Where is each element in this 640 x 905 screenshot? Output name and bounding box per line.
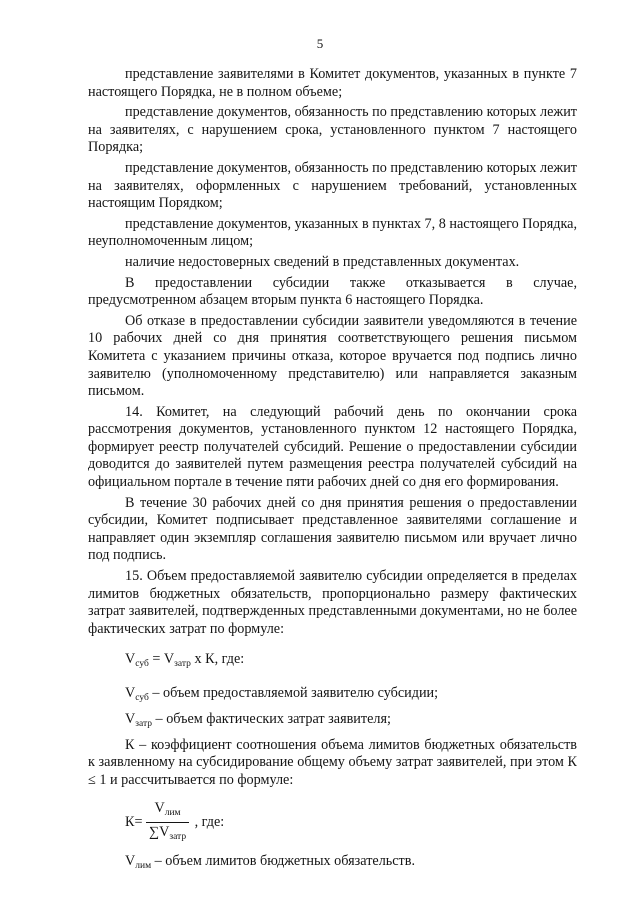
fraction: [146, 800, 188, 845]
definition-line: [88, 685, 577, 708]
formula-subscript: затр: [174, 659, 191, 670]
definition-line: [88, 711, 577, 734]
formula-symbol: V: [163, 651, 175, 668]
formula-subscript: суб: [135, 659, 149, 670]
def-subscript: суб: [135, 693, 149, 704]
def-subscript: лим: [135, 861, 152, 872]
def-subscript: затр: [135, 719, 152, 729]
paragraph: В предоставлении субсидии также отказывается в случае, предусмотренном абзацем вторым пункта 6 настоящего Порядка.: [88, 274, 577, 309]
fraction-denominator: [149, 823, 186, 845]
paragraph: Об отказе в предоставлении субсидии заявители уведомляются в течение 10 рабочих дней со дня принятия соответствующего решения письмом Комитета с указанием причины отказа, которое вручается под подпись лично заявителю (уполномоченному представителю) или направляется заказным письмом.: [88, 312, 577, 400]
def-text: – объем лимитов бюджетных обязательств.: [151, 853, 415, 870]
document-body: [88, 66, 577, 879]
fraction-numerator: [146, 800, 188, 823]
paragraph: представление документов, указанных в пунктах 7, 8 настоящего Порядка, неуполномоченным лицом;: [88, 215, 577, 250]
paragraph: В течение 30 рабочих дней со дня принятия решения о предоставлении субсидии, Комитет подписывает представленное заявителями соглашение и направляет один экземпляр соглашения заявителю письмом или вручает лично под подпись.: [88, 494, 577, 564]
paragraph: наличие недостоверных сведений в представленных документах.: [125, 253, 520, 270]
num-subscript: лим: [164, 807, 181, 818]
def-symbol: V: [125, 711, 136, 727]
paragraph-k-definition: К – коэффициент соотношения объема лимитов бюджетных обязательств к заявленному на субсидирование общему объему затрат заявителей, при этом К ≤ 1 и рассчитывается по формуле:: [88, 736, 577, 788]
def-text: – объем предоставляемой заявителю субсидии;: [148, 685, 439, 702]
formula-symbol: V: [125, 651, 136, 668]
paragraph: представление документов, обязанность по представлению которых лежит на заявителях, оформленных с нарушением требований, установленных настоящим Порядком;: [88, 159, 577, 212]
paragraph: 14. Комитет, на следующий рабочий день по окончании срока рассмотрения документов, установленного пунктом 12 настоящего Порядка, формирует реестр получателей субсидий. Решение о предоставлении субсидии доводится до заявителей путем размещения реестра получателей субсидий на официальном портале в течение пяти рабочих дней со дня его формирования.: [88, 403, 577, 491]
formula-equals: =: [148, 651, 164, 668]
definition-line: [88, 853, 577, 876]
paragraph: 15. Объем предоставляемой заявителю субсидии определяется в пределах лимитов бюджетных обязательств, пропорционально размеру фактических затрат заявителей, подтвержденных представленными документами, но не более фактических затрат по формуле:: [88, 568, 577, 637]
formula-coefficient: [88, 801, 577, 843]
page-number: 5: [316, 36, 324, 51]
den-symbol: ∑V: [148, 823, 170, 840]
def-symbol: V: [125, 685, 136, 702]
formula-tail: , где:: [194, 813, 225, 830]
formula-lhs: К=: [125, 813, 143, 830]
def-symbol: V: [125, 853, 136, 870]
formula-subsidy: [88, 650, 577, 673]
formula-tail: х К, где:: [190, 651, 245, 668]
def-text: – объем фактических затрат заявителя;: [152, 711, 391, 727]
paragraph: представление документов, обязанность по представлению которых лежит на заявителях, с нарушением срока, установленного пунктом 7 настоящего Порядка;: [88, 104, 577, 156]
den-subscript: затр: [169, 831, 187, 842]
paragraph: представление заявителями в Комитет документов, указанных в пункте 7 настоящего Порядка, не в полном объеме;: [88, 66, 577, 100]
num-symbol: V: [154, 799, 165, 816]
